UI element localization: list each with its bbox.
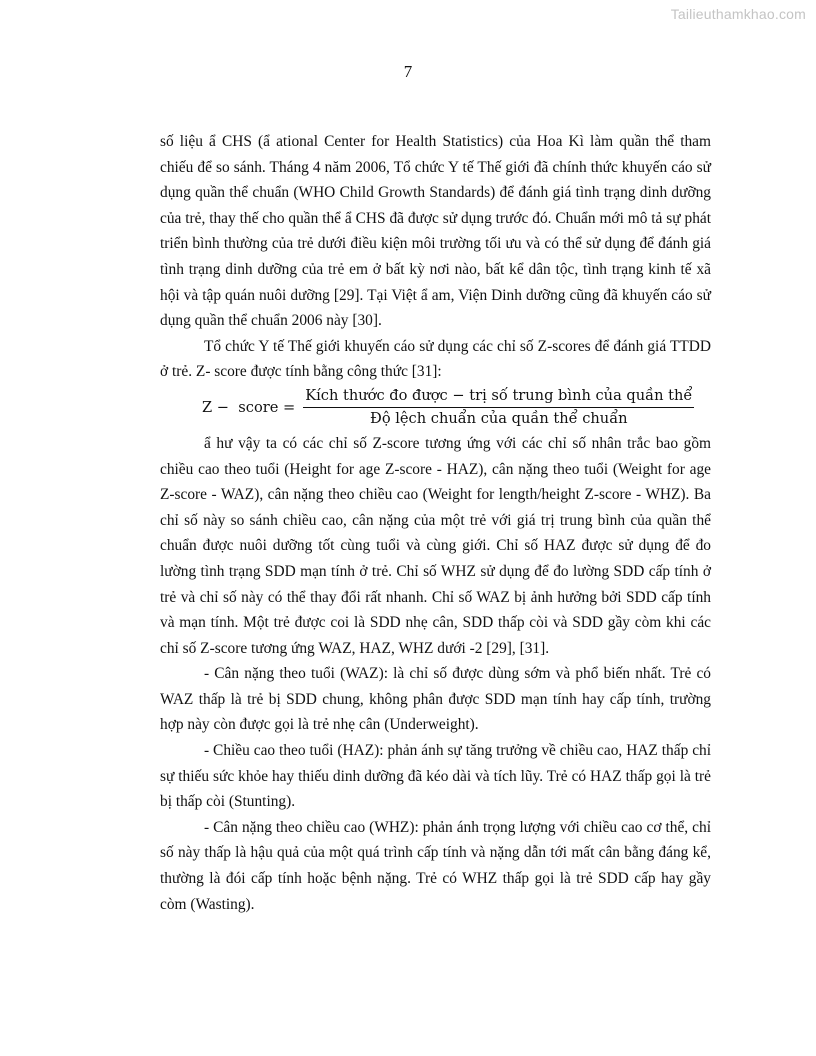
paragraph-zscore-intro: Tổ chức Y tế Thế giới khuyến cáo sử dụng các chỉ số Z-scores để đánh giá TTDD ở trẻ. Z- score được tính bằng công thức [31]: xyxy=(160,337,711,381)
paragraph-waz: - Cân nặng theo tuổi (WAZ): là chỉ số được dùng sớm và phổ biến nhất. Trẻ có WAZ thấp là trẻ bị SDD chung, không phân được SDD mạn tính hay cấp tính, trường hợp này còn được gọi là trẻ nhẹ cân (Underweight). xyxy=(160,665,711,734)
page-number: 7 xyxy=(403,62,413,81)
formula-denominator: Độ lệch chuẩn của quần thể chuẩn xyxy=(370,410,628,428)
formula-numerator: Kích thước đo được − trị số trung bình của quần thể xyxy=(303,386,694,408)
zscore-formula xyxy=(202,385,711,431)
paragraph-nchs-reference: số liệu ẩ CHS (ẩ ational Center for Health Statistics) của Hoa Kì làm quần thể tham chiếu để so sánh. Tháng 4 năm 2006, Tổ chức Y tế Thế giới đã chính thức khuyến cáo sử dụng quần thể chuẩn (WHO Child Growth Standards) để đánh giá tình trạng dinh dưỡng của trẻ, thay thế cho quần thể ẩ CHS đã được sử dụng trước đó. Chuẩn mới mô tả sự phát triển bình thường của trẻ dưới điều kiện môi trường tối ưu và có thể sử dụng để đánh giá tình trạng dinh dưỡng của trẻ em ở bất kỳ nơi nào, bất kể dân tộc, tình trạng kinh tế xã hội và tập quán nuôi dưỡng [29]. Tại Việt ẩ am, Viện Dinh dưỡng cũng đã khuyến cáo sử dụng quần thể chuẩn 2006 này [30]. xyxy=(160,133,711,330)
watermark: Tailieuthamkhao.com xyxy=(670,6,806,22)
formula-fraction xyxy=(303,386,694,429)
paragraph-haz: - Chiều cao theo tuổi (HAZ): phản ánh sự tăng trưởng về chiều cao, HAZ thấp chỉ sự thiếu sức khỏe hay thiếu dinh dưỡng đã kéo dài và tích lũy. Trẻ có HAZ thấp gọi là trẻ bị thấp còi (Stunting). xyxy=(160,742,711,811)
formula-lhs: Z − score = xyxy=(202,399,296,417)
paragraph-zscore-indices: ẩ hư vậy ta có các chỉ số Z-score tương ứng với các chỉ số nhân trắc bao gồm chiều cao theo tuổi (Height for age Z-score - HAZ), cân nặng theo tuổi (Weight for age Z-score - WAZ), cân nặng theo chiều cao (Weight for length/height Z-score - WHZ). Ba chỉ số này so sánh chiều cao, cân nặng của một trẻ với giá trị trung bình của quần thể chuẩn được nuôi dưỡng tốt cùng tuổi và cùng giới. Chỉ số HAZ được sử dụng để đo lường tình trạng SDD mạn tính ở trẻ. Chỉ số WHZ sử dụng để đo lường SDD cấp tính ở trẻ và chỉ số này có thể thay đổi rất nhanh. Chỉ số WAZ bị ảnh hưởng bởi SDD cấp tính và mạn tính. Một trẻ được coi là SDD nhẹ cân, SDD thấp còi và SDD gầy còm khi các chỉ số Z-score tương ứng WAZ, HAZ, WHZ dưới -2 [29], [31]. xyxy=(160,434,711,657)
document-body xyxy=(160,129,711,917)
paragraph-whz: - Cân nặng theo chiều cao (WHZ): phản ánh trọng lượng với chiều cao cơ thể, chỉ số này thấp là hậu quả của một quá trình cấp tính và nặng dẫn tới mất cân bằng đáng kể, thường là đói cấp tính hoặc bệnh nặng. Trẻ có WHZ thấp gọi là trẻ SDD cấp hay gầy còm (Wasting). xyxy=(160,818,711,913)
